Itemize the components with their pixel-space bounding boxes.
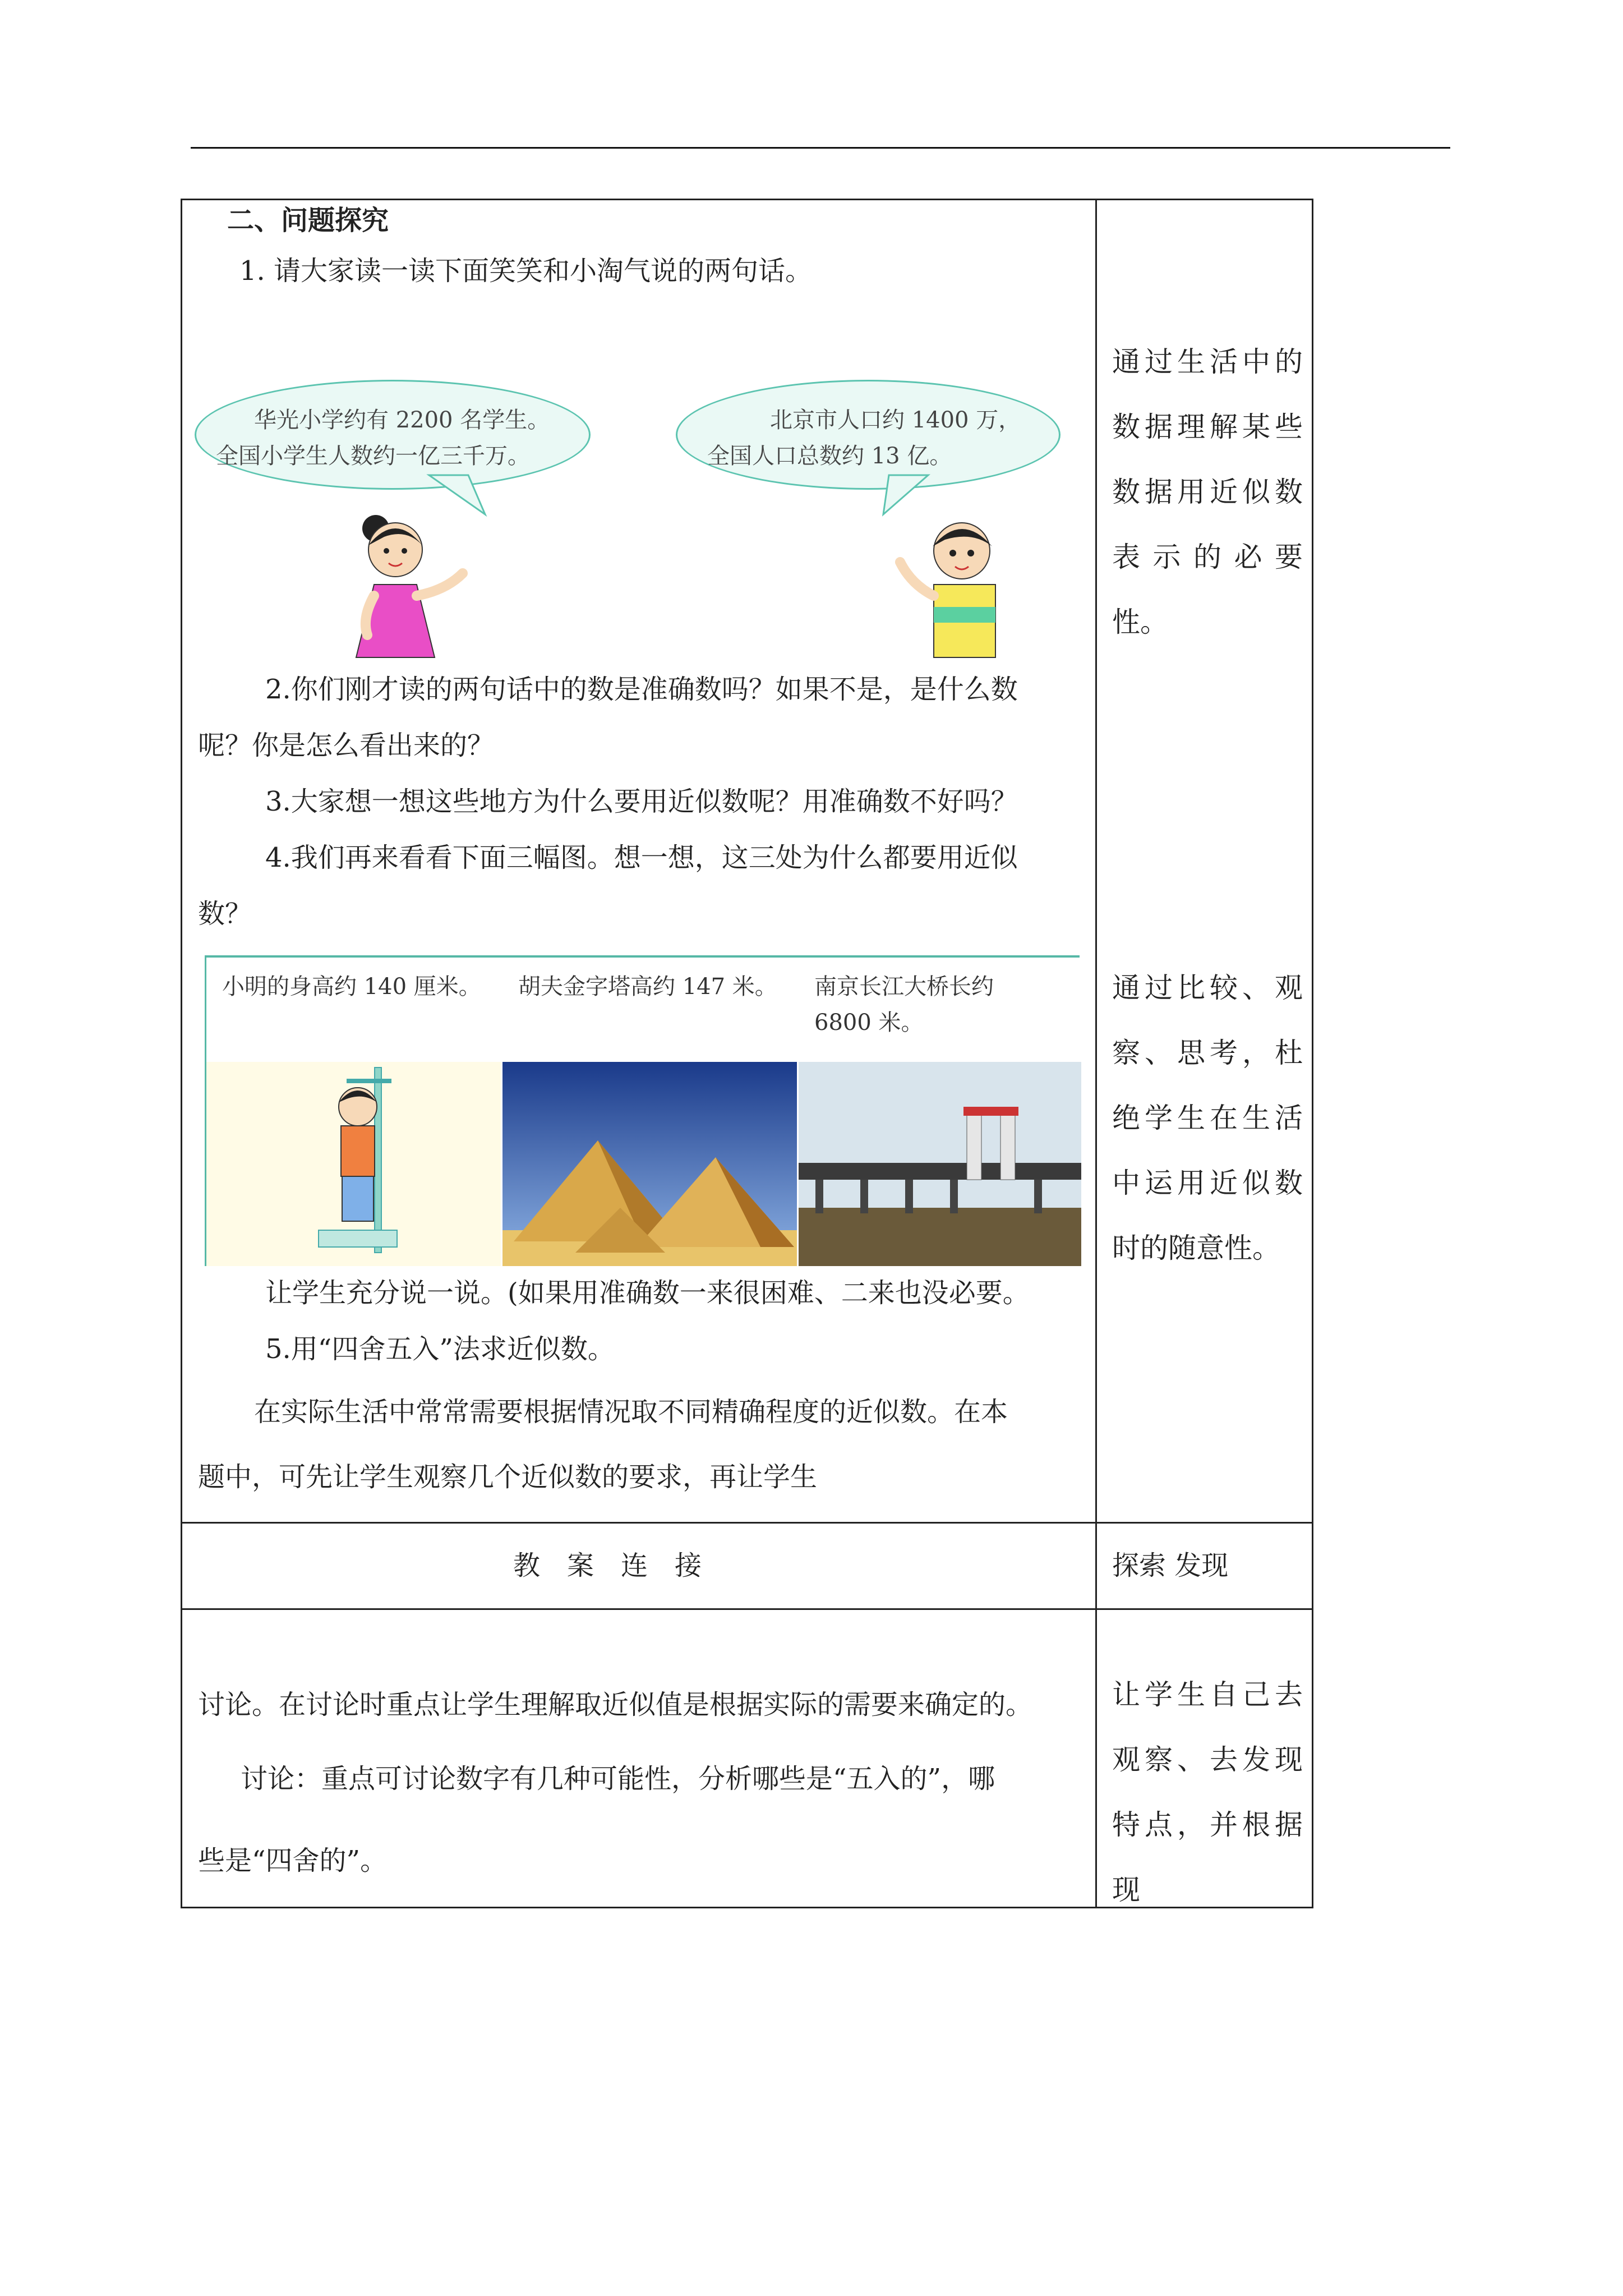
explore-discover-label: 探索 发现: [1112, 1550, 1229, 1581]
question-4-line-1: 4.我们再来看看下面三幅图。想一想，这三处为什么都要用近似: [265, 842, 1018, 873]
question-2-line-2: 呢？你是怎么看出来的？: [198, 730, 495, 761]
header-rule: [191, 147, 1450, 149]
child-measuring-illustration: [291, 1062, 425, 1266]
caption-pyramid: 胡夫金字塔高约 147 米。: [518, 974, 777, 1000]
row-divider-2: [182, 1608, 1312, 1610]
photo-height: [205, 958, 501, 1266]
photo-pyramid: [501, 958, 797, 1266]
lesson-table: [181, 199, 1313, 1908]
caption-bridge-line-2: 6800 米。: [814, 1010, 924, 1036]
girl-illustration: [322, 506, 491, 663]
caption-bridge-line-1: 南京长江大桥长约: [814, 974, 994, 1000]
bottom-line-1: 讨论。在讨论时重点让学生理解取近似值是根据实际的需要来确定的。: [198, 1689, 1033, 1720]
caption-height: 小明的身高约 140 厘米。: [222, 974, 481, 1000]
question-3: 3.大家想一想这些地方为什么要用近似数呢？用准确数不好吗？: [265, 786, 1018, 817]
pyramid-photo: [502, 1062, 799, 1266]
paragraph-line-2: 题中，可先让学生观察几个近似数的要求，再让学生: [198, 1461, 818, 1493]
bridge-photo: [799, 1062, 1081, 1266]
paragraph-line-1: 在实际生活中常常需要根据情况取不同精确程度的近似数。在本: [254, 1396, 1008, 1428]
lesson-link-label: 教 案 连 接: [513, 1550, 702, 1581]
bubble-right-line-1: 北京市人口约 1400 万，: [770, 407, 1021, 433]
bubble-right-line-2: 全国人口总数约 13 亿。: [707, 443, 952, 469]
question-5: 5.用“四舍五入”法求近似数。: [265, 1333, 615, 1365]
bubble-left-line-1: 华光小学约有 2200 名学生。: [254, 407, 550, 433]
bubble-left-line-2: 全国小学生人数约一亿三千万。: [216, 443, 530, 469]
photo-bridge: [797, 958, 1080, 1266]
column-divider: [1095, 200, 1097, 1907]
section-title: 二、问题探究: [227, 205, 389, 236]
bottom-line-2: 讨论：重点可讨论数字有几种可能性，分析哪些是“五入的”，哪: [241, 1763, 995, 1795]
side-note-1: 通过生活中的数据理解某些数据用近似数表示的必要性。: [1112, 346, 1303, 638]
side-note-2: 通过比较、观察、思考，杜绝学生在生活中运用近似数时的随意性。: [1112, 972, 1303, 1264]
question-2-line-1: 2.你们刚才读的两句话中的数是准确数吗？如果不是，是什么数: [265, 674, 1018, 705]
bottom-line-3: 些是“四舍的”。: [198, 1845, 388, 1876]
question-4-line-2: 数？: [198, 898, 252, 930]
discussion-note: 让学生充分说一说。(如果用准确数一来很困难、二来也没必要。: [265, 1277, 1030, 1309]
side-note-3: 让学生自己去观察、去发现特点，并根据现: [1112, 1678, 1303, 1906]
question-1: 1. 请大家读一读下面笑笑和小淘气说的两句话。: [239, 255, 813, 287]
boy-illustration: [878, 506, 1046, 663]
row-divider-1: [182, 1522, 1312, 1524]
photo-strip: [205, 955, 1080, 1266]
